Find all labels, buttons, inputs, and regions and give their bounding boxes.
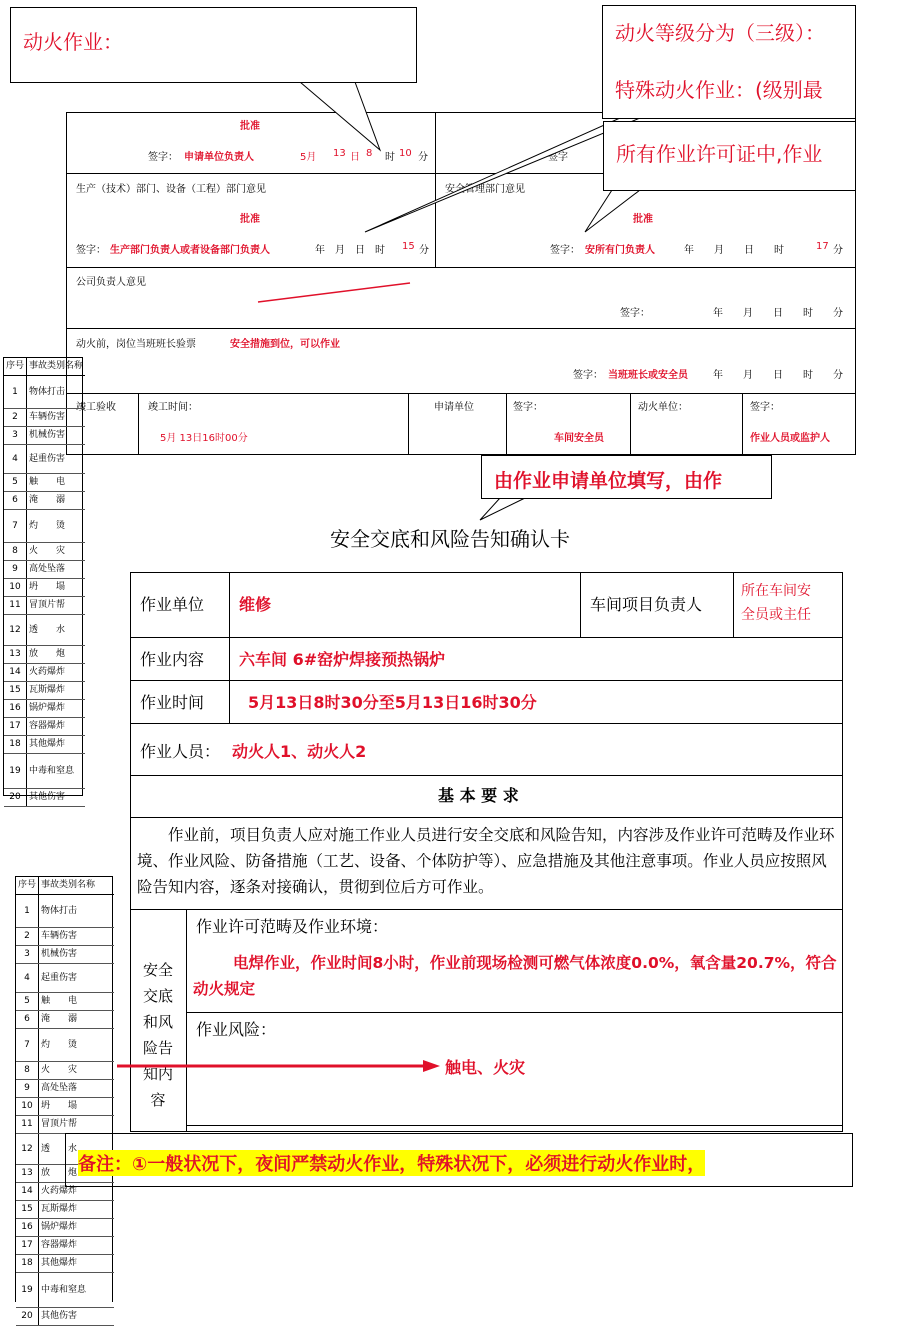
accident-row	[4, 492, 85, 510]
accident-row	[16, 1255, 114, 1273]
accident-index-lower	[15, 876, 113, 1321]
accident-no: 17	[4, 718, 27, 736]
accident-row	[4, 736, 85, 754]
accident-name: 车辆伤害	[27, 409, 86, 427]
callout-grade-line2: 特殊动火作业：(级别最	[615, 78, 823, 102]
accident-row	[16, 928, 114, 946]
accident-row	[4, 700, 85, 718]
accident-row	[16, 1029, 114, 1062]
callout-grade-line1: 动火等级分为（三级）：	[615, 21, 825, 45]
accident-name: 锅炉爆炸	[27, 700, 86, 718]
accident-name: 锅炉爆炸	[39, 1219, 114, 1237]
accident-name: 火 灾	[27, 543, 86, 561]
accident-name: 其他爆炸	[27, 736, 86, 754]
accident-no: 10	[16, 1098, 39, 1116]
accident-no: 6	[16, 1011, 39, 1029]
card-project-head-value-2: 全员或主任	[741, 607, 811, 623]
accident-name: 高处坠落	[27, 561, 86, 579]
row1-hour-label: 时	[385, 152, 395, 163]
accident-no: 18	[16, 1255, 39, 1273]
accident-row	[4, 543, 85, 561]
card-content-value: 六车间 6#窑炉焊接预热锅炉	[239, 650, 446, 669]
accident-no: 13	[4, 646, 27, 664]
accident-index-upper	[3, 357, 84, 802]
callout-permits	[603, 121, 856, 191]
accident-no: 12	[16, 1134, 39, 1165]
row5-signer2: 作业人员或监护人	[750, 433, 830, 444]
row2-left-date: 年 月 日 时	[315, 245, 385, 256]
accident-no: 7	[16, 1029, 39, 1062]
card-unit-value: 维修	[239, 595, 272, 614]
accident-row	[4, 682, 85, 700]
row1-minute: 10	[399, 148, 412, 159]
row2-right-title: 安全管理部门意见	[445, 184, 525, 195]
accident-name: 火药爆炸	[39, 1183, 114, 1201]
accident-no: 2	[16, 928, 39, 946]
accident-row	[4, 409, 85, 427]
accident-row	[4, 646, 85, 664]
row2-left-minute: 15	[402, 241, 415, 252]
card-workers-value: 动火人1、动火人2	[232, 742, 367, 761]
accident-row	[4, 474, 85, 492]
row4-signer: 当班班长或安全员	[608, 370, 688, 381]
accident-row	[4, 561, 85, 579]
note-text: 备注：①一般状况下，夜间严禁动火作业，特殊状况下，必须进行动火作业时，	[78, 1150, 705, 1176]
callout-fire-work	[10, 7, 417, 83]
accident-no: 4	[16, 964, 39, 993]
accident-name: 容器爆炸	[39, 1237, 114, 1255]
accident-name: 机械伤害	[27, 427, 86, 445]
accident-name: 冒顶片帮	[39, 1116, 114, 1134]
accident-no: 14	[16, 1183, 39, 1201]
row1-signer: 申请单位负责人	[184, 152, 254, 163]
row4-date: 年 月 日 时 分	[713, 370, 843, 381]
accident-no: 8	[16, 1062, 39, 1080]
accident-name: 坍 塌	[27, 579, 86, 597]
accident-name: 灼 烫	[27, 510, 86, 543]
accident-no: 20	[4, 789, 27, 807]
accident-name: 车辆伤害	[39, 928, 114, 946]
accident-row	[16, 1219, 114, 1237]
accident-no: 17	[16, 1237, 39, 1255]
row3-title: 公司负责人意见	[76, 277, 146, 288]
accident-no: 11	[16, 1116, 39, 1134]
card-risk-value: 触电、火灾	[445, 1058, 526, 1077]
card-req-text: 作业前，项目负责人应对施工作业人员进行安全交底和风险告知，内容涉及作业许可范畴及作业环境、作业风险、防备措施（工艺、设备、个体防护等）、应急措施及其他注意事项。作业人员应按照风险告知内容，逐条对接确认，贯彻到位后方可作业。	[137, 826, 835, 896]
accident-no: 6	[4, 492, 27, 510]
accident-no: 5	[16, 993, 39, 1011]
accident-row	[4, 718, 85, 736]
callout-applicant-fill	[481, 455, 772, 499]
accident-row	[16, 1062, 114, 1080]
accident-header-name: 事故类别名称	[27, 358, 86, 376]
accident-header-no: 序号	[4, 358, 27, 376]
card-project-head-value-1: 所在车间安	[741, 583, 811, 599]
row4-remark: 安全措施到位，可以作业	[230, 339, 340, 350]
card-time-label: 作业时间	[140, 693, 205, 712]
callout-fire-work-text: 动火作业：	[23, 30, 123, 54]
card-project-head-label: 车间项目负责人	[590, 595, 703, 614]
accident-no: 4	[4, 445, 27, 474]
accident-row	[4, 615, 85, 646]
accident-name: 其他伤害	[39, 1308, 114, 1326]
accident-header-no: 序号	[16, 877, 39, 895]
accident-row	[16, 1308, 114, 1326]
accident-no: 2	[4, 409, 27, 427]
accident-no: 3	[16, 946, 39, 964]
row2-left-approve: 批准	[240, 214, 260, 225]
accident-name: 透 水	[27, 615, 86, 646]
accident-row	[16, 1011, 114, 1029]
accident-row	[4, 510, 85, 543]
accident-row	[16, 895, 114, 928]
row5-acceptance: 竣工验收	[76, 402, 116, 413]
accident-no: 5	[4, 474, 27, 492]
accident-row	[4, 579, 85, 597]
accident-no: 3	[4, 427, 27, 445]
accident-table-lower	[16, 877, 114, 1326]
row5-finish-time-label: 竣工时间：	[148, 402, 198, 413]
row4-sign-label: 签字：	[573, 370, 603, 381]
accident-row	[4, 376, 85, 409]
card-scope-label: 作业许可范畴及作业环境：	[196, 917, 389, 936]
accident-no: 20	[16, 1308, 39, 1326]
accident-name: 其他伤害	[27, 789, 86, 807]
row1-approve: 批准	[240, 121, 260, 132]
accident-no: 16	[16, 1219, 39, 1237]
row5-sign2: 签字：	[750, 402, 780, 413]
accident-row	[16, 1237, 114, 1255]
card-side-label: 安全交底和风险告知内容	[142, 961, 173, 1109]
row2-right-minute-label: 分	[833, 245, 843, 256]
row2-left-signer: 生产部门负责人或者设备部门负责人	[110, 245, 270, 256]
accident-no: 13	[16, 1165, 39, 1183]
accident-name: 其他爆炸	[39, 1255, 114, 1273]
accident-no: 12	[4, 615, 27, 646]
accident-name: 容器爆炸	[27, 718, 86, 736]
row1-month: 5月	[300, 152, 317, 163]
accident-no: 16	[4, 700, 27, 718]
accident-row	[4, 789, 85, 807]
row3-sign: 签字：	[620, 308, 650, 319]
row4-title: 动火前，岗位当班班长验票	[76, 339, 196, 350]
accident-no: 9	[4, 561, 27, 579]
accident-name: 物体打击	[27, 376, 86, 409]
accident-row	[16, 1080, 114, 1098]
accident-no: 15	[16, 1201, 39, 1219]
card-content-label: 作业内容	[140, 650, 205, 669]
accident-name: 机械伤害	[39, 946, 114, 964]
row5-signer1: 车间安全员	[554, 433, 604, 444]
card-unit-label: 作业单位	[140, 595, 205, 614]
accident-no: 1	[16, 895, 39, 928]
accident-row	[4, 754, 85, 789]
accident-row	[16, 1273, 114, 1308]
accident-name: 中毒和窒息	[39, 1273, 114, 1308]
accident-row	[4, 597, 85, 615]
accident-name: 起重伤害	[27, 445, 86, 474]
accident-name: 冒顶片帮	[27, 597, 86, 615]
accident-name: 灼 烫	[39, 1029, 114, 1062]
row1-hour: 8	[366, 148, 373, 159]
row2-right-sign-label: 签字：	[550, 245, 580, 256]
accident-table-header	[4, 358, 85, 376]
row5-fire-unit: 动火单位：	[638, 402, 688, 413]
row1-day-label: 日	[350, 152, 360, 163]
row2-left-title: 生产（技术）部门、设备（工程）部门意见	[76, 184, 266, 195]
accident-no: 11	[4, 597, 27, 615]
row2-right-signer: 安所有门负责人	[585, 245, 655, 256]
row3-date: 年 月 日 时 分	[713, 308, 843, 319]
accident-row	[16, 1201, 114, 1219]
accident-row	[4, 445, 85, 474]
accident-name: 淹 溺	[27, 492, 86, 510]
accident-row	[16, 1116, 114, 1134]
accident-row	[16, 946, 114, 964]
accident-no: 8	[4, 543, 27, 561]
accident-no: 7	[4, 510, 27, 543]
card-time-value: 5月13日8时30分至5月13日16时30分	[248, 693, 537, 712]
row2-right-date: 年 月 日 时	[684, 245, 784, 256]
row2-left-sign-label: 签字：	[76, 245, 106, 256]
row5-finish-time: 5月 13日16时00分	[160, 433, 248, 444]
row1-minute-label: 分	[418, 152, 428, 163]
card-basic-req: 基 本 要 求	[438, 786, 519, 805]
callout-permits-text: 所有作业许可证中,作业	[616, 142, 823, 166]
accident-name: 起重伤害	[39, 964, 114, 993]
row2-left-minute-label: 分	[419, 245, 429, 256]
accident-name: 触 电	[39, 993, 114, 1011]
accident-name: 物体打击	[39, 895, 114, 928]
accident-name: 触 电	[27, 474, 86, 492]
card-scope-value: 电焊作业，作业时间8小时，作业前现场检测可燃气体浓度0.0%，氧含量20.7%，符合动火规定	[193, 954, 837, 998]
row1-right-sign-label: 签字	[548, 152, 568, 163]
accident-no: 19	[16, 1273, 39, 1308]
accident-no: 10	[4, 579, 27, 597]
accident-no: 15	[4, 682, 27, 700]
card-title: 安全交底和风险告知确认卡	[330, 527, 570, 551]
accident-name: 瓦斯爆炸	[39, 1201, 114, 1219]
accident-no: 9	[16, 1080, 39, 1098]
accident-no: 14	[4, 664, 27, 682]
accident-row	[16, 964, 114, 993]
accident-name: 中毒和窒息	[27, 754, 86, 789]
accident-no: 1	[4, 376, 27, 409]
row2-right-minute: 17	[816, 241, 829, 252]
accident-table-header	[16, 877, 114, 895]
risk-arrow	[115, 1058, 445, 1074]
accident-row	[16, 993, 114, 1011]
accident-name: 透 水	[39, 1134, 114, 1165]
accident-row	[4, 427, 85, 445]
accident-row	[4, 664, 85, 682]
accident-name: 瓦斯爆炸	[27, 682, 86, 700]
accident-name: 火 灾	[39, 1062, 114, 1080]
row2-right-approve: 批准	[633, 214, 653, 225]
accident-no: 19	[4, 754, 27, 789]
accident-name: 坍 塌	[39, 1098, 114, 1116]
row5-sign1: 签字：	[513, 402, 543, 413]
callout-grade	[602, 5, 856, 119]
row1-day: 13	[333, 148, 346, 159]
accident-table-upper	[4, 358, 85, 807]
accident-name: 火药爆炸	[27, 664, 86, 682]
accident-name: 放 炮	[39, 1165, 114, 1183]
callout-applicant-fill-text: 由作业申请单位填写，由作	[494, 470, 723, 492]
accident-header-name: 事故类别名称	[39, 877, 114, 895]
accident-name: 放 炮	[27, 646, 86, 664]
row5-applicant-unit: 申请单位	[434, 402, 474, 413]
accident-name: 高处坠落	[39, 1080, 114, 1098]
card-risk-label: 作业风险：	[196, 1020, 277, 1039]
row1-sign-label: 签字：	[148, 152, 178, 163]
accident-name: 淹 溺	[39, 1011, 114, 1029]
accident-row	[16, 1098, 114, 1116]
accident-no: 18	[4, 736, 27, 754]
card-workers-label: 作业人员：	[140, 742, 221, 761]
